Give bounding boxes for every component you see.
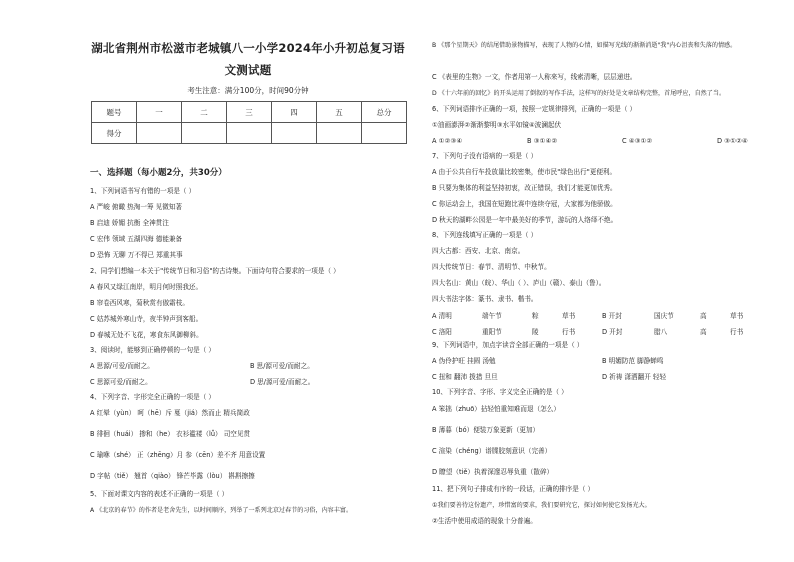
q8-line-festivals: 四大传统节日：春节、清明节、中秋节。 <box>432 263 551 271</box>
q8-option-a-4: 草书 <box>562 312 576 320</box>
score-header-cell: 三 <box>227 102 272 123</box>
q6-option-d: D ③①②④ <box>717 137 748 145</box>
q7-option-b: B 只要为集体的利益坚持初衷，改正错误，我们才能更加优秀。 <box>432 184 617 192</box>
q10-option-c: C 渲染（chéng）谱牒胶刻意识（完善） <box>432 447 552 455</box>
question-1: 1、下列词语书写有错的一项是（ ） <box>90 187 196 195</box>
q8-option-d-2: 腊八 <box>654 328 668 336</box>
exam-title-line2: 文测试题 <box>224 63 272 77</box>
score-header-cell: 一 <box>137 102 182 123</box>
question-8: 8、下列连线填写正确的一项是（ ） <box>432 231 538 239</box>
q4-option-a: A 红晕（yùn） 呵（hē）斥 戛（jiá）然而止 精兵简政 <box>90 409 250 417</box>
q3-option-d: D 思/源可爱/而耐之。 <box>250 378 315 386</box>
exam-title-line1: 湖北省荆州市松滋市老城镇八一小学2024年小升初总复习语 <box>91 41 405 55</box>
score-header-cell: 四 <box>272 102 317 123</box>
q8-option-c-3: 陵 <box>532 328 539 336</box>
score-table-score-row <box>92 123 407 144</box>
q7-option-a: A 由于公共自行车投放量比较密集，使市民"绿色出行"更便利。 <box>432 168 617 176</box>
q5-option-a: A 《北京的春节》的作者是老舍先生，以时间顺序，列举了一系列北京过春节的习俗，内容丰富。 <box>90 507 353 514</box>
question-3: 3、阅读时，能够到正确停顿的一句是（ ） <box>90 346 215 354</box>
q9-option-d: D 祈祷 潇洒翻开 轻轻 <box>602 373 667 381</box>
q8-option-b-4: 草书 <box>730 312 744 320</box>
q4-option-d: D 字帖（tiě） 翘首（qiào） 锋芒毕露（lòu） 斟斟擦擦 <box>90 472 255 480</box>
q9-option-c: C 扭和 翻沛 拨措 旦旦 <box>432 373 498 381</box>
question-7: 7、下列句子没有语病的一项是（ ） <box>432 152 538 160</box>
question-6: 6、下列词语排序正确的一项，按照一定规律排列，正确的一项是（ ） <box>432 105 637 113</box>
q1-option-c: C 宏伟 领域 五湖四海 德能兼备 <box>90 235 183 243</box>
score-header-cell: 总分 <box>362 102 407 123</box>
q11-sentence-1: ①我们要善待这份遗产，珍惜富的要求，我们要研究它，探讨如何使它发扬光大。 <box>432 502 651 509</box>
q8-option-d-3: 高 <box>700 328 707 336</box>
score-input-cell[interactable] <box>272 123 317 144</box>
score-table <box>91 101 407 144</box>
question-9: 9、下列词语中，加点字读音全部正确的一项是（ ） <box>432 341 584 349</box>
q3-option-b: B 思/源可爱/而耐之。 <box>250 362 314 370</box>
q4-option-c: C 瑜咻（shé） 正（zhēng）月 参（cēn）差不齐 用意设置 <box>90 451 266 459</box>
question-2: 2、同学们想编一本关于"传统节日和习俗"的古诗集。下面诗句符合要求的一项是（ ） <box>90 267 340 275</box>
q2-option-b: B 帘卷西风寒，菊秋赏有傲霜枝。 <box>90 299 189 307</box>
question-11: 11、把下列句子排成有序的一段话，正确的排序是（ ） <box>432 485 595 493</box>
q9-option-b: B 明媚防范 脚静蝉鸣 <box>602 357 664 365</box>
score-input-cell[interactable] <box>227 123 272 144</box>
q2-option-a: A 春风又绿江南岸，明月何时照我还。 <box>90 283 203 291</box>
q5-option-c: C 《表里的生物》一文，作者用第一人称来写，线索清晰，层层递进。 <box>432 73 637 81</box>
q10-option-b: B 薄暮（bó）便装万象更新（更加） <box>432 426 540 434</box>
q8-line-mountains: 四大名山：黄山（皖）、华山（ ）、庐山（赣）、泰山（鲁）。 <box>432 279 606 287</box>
q7-option-d: D 秋天的湖畔公园是一年中最美好的季节，游玩的人络绎不绝。 <box>432 216 618 224</box>
score-header-cell: 二 <box>182 102 227 123</box>
q8-option-c-4: 行书 <box>562 328 576 336</box>
q8-option-c-2: 重阳节 <box>482 328 502 336</box>
q8-option-b-2: 国庆节 <box>654 312 674 320</box>
q5-option-d: D 《十六年前的回忆》的开头运用了倒叙的写作手法，这样写的好处是文章结构完整，首尾呼应，自然了当。 <box>432 90 726 97</box>
q4-option-b: B 徘徊（huái） 掺和（he） 衣衫褴褛（lǚ） 司空见贯 <box>90 430 251 438</box>
q3-option-c: C 思源可爱/而耐之。 <box>90 378 152 386</box>
q8-option-a-3: 粽 <box>532 312 539 320</box>
q10-option-d: D 瞭望（tiě）执着深邃忍辱负重（散碎） <box>432 468 554 476</box>
q2-option-d: D 春城无处不飞花，寒食东风御柳斜。 <box>90 331 203 339</box>
q1-option-b: B 启迪 娇媚 抗衡 全神贯注 <box>90 219 169 227</box>
q6-sequence: ①油画澎湃②渐渐黎明③水平如镜④波澜起伏 <box>432 121 562 129</box>
score-input-cell[interactable] <box>137 123 182 144</box>
q8-option-b-3: 高 <box>700 312 707 320</box>
q8-option-d-1: D 开封 <box>602 328 623 336</box>
q6-option-b: B ③①④② <box>527 137 558 145</box>
exam-note: 考生注意：满分100分，时间90分钟 <box>187 86 309 95</box>
score-table-header-row <box>92 102 407 123</box>
score-header-cell: 题号 <box>92 102 137 123</box>
q8-option-d-4: 行书 <box>730 328 744 336</box>
q1-option-d: D 恐怖 无聊 万不得已 郑重其事 <box>90 251 183 259</box>
q10-option-a: A 笨拙（zhuō）拈轻怕重知难而退（怎么） <box>432 405 560 413</box>
q8-option-c-1: C 洛阳 <box>432 328 452 336</box>
q6-option-a: A ①②③④ <box>432 137 463 145</box>
q7-option-c: C 你运动会上，我国在短跑比赛中连续夺冠，大家都为他骄傲。 <box>432 200 617 208</box>
question-5: 5、下面对课文内容的表述不正确的一项是（ ） <box>90 490 229 498</box>
q8-option-a-1: A 清明 <box>432 312 452 320</box>
question-4: 4、下列字音、字形完全正确的一项是（ ） <box>90 393 215 401</box>
q9-option-a: A 伪伶护旺 挂圆 汤勉 <box>432 357 496 365</box>
q8-line-capitals: 四大古都：西安、北京、南京。 <box>432 247 525 255</box>
q8-option-b-1: B 开封 <box>602 312 622 320</box>
score-input-cell[interactable] <box>362 123 407 144</box>
q5-option-b: B 《那个星期天》的结尾借助景物描写，表现了人物的心情，如描写光线的渐渐消逝"我"内心沮丧和失落的情感。 <box>432 42 737 49</box>
score-input-cell[interactable] <box>182 123 227 144</box>
q11-sentence-2: ②生活中使用成语的现象十分普遍。 <box>432 517 537 525</box>
q2-option-c: C 姑苏城外寒山寺，夜半钟声到客船。 <box>90 315 203 323</box>
q8-line-calligraphy: 四大书法字体：篆书、隶书、楷书。 <box>432 295 538 303</box>
section-heading-choice: 一、选择题（每小题2分，共30分） <box>90 168 227 178</box>
q6-option-c: C ④③①② <box>622 137 653 145</box>
question-10: 10、下列字音、字形、字义完全正确的是（ ） <box>432 388 568 396</box>
q8-option-a-2: 端午节 <box>482 312 502 320</box>
score-row-label: 得分 <box>92 123 137 144</box>
q1-option-a: A 严峻 俯瞰 热淘一筹 见微知著 <box>90 203 183 211</box>
score-header-cell: 五 <box>317 102 362 123</box>
q3-option-a: A 思源/可爱/而耐之。 <box>90 362 154 370</box>
score-input-cell[interactable] <box>317 123 362 144</box>
